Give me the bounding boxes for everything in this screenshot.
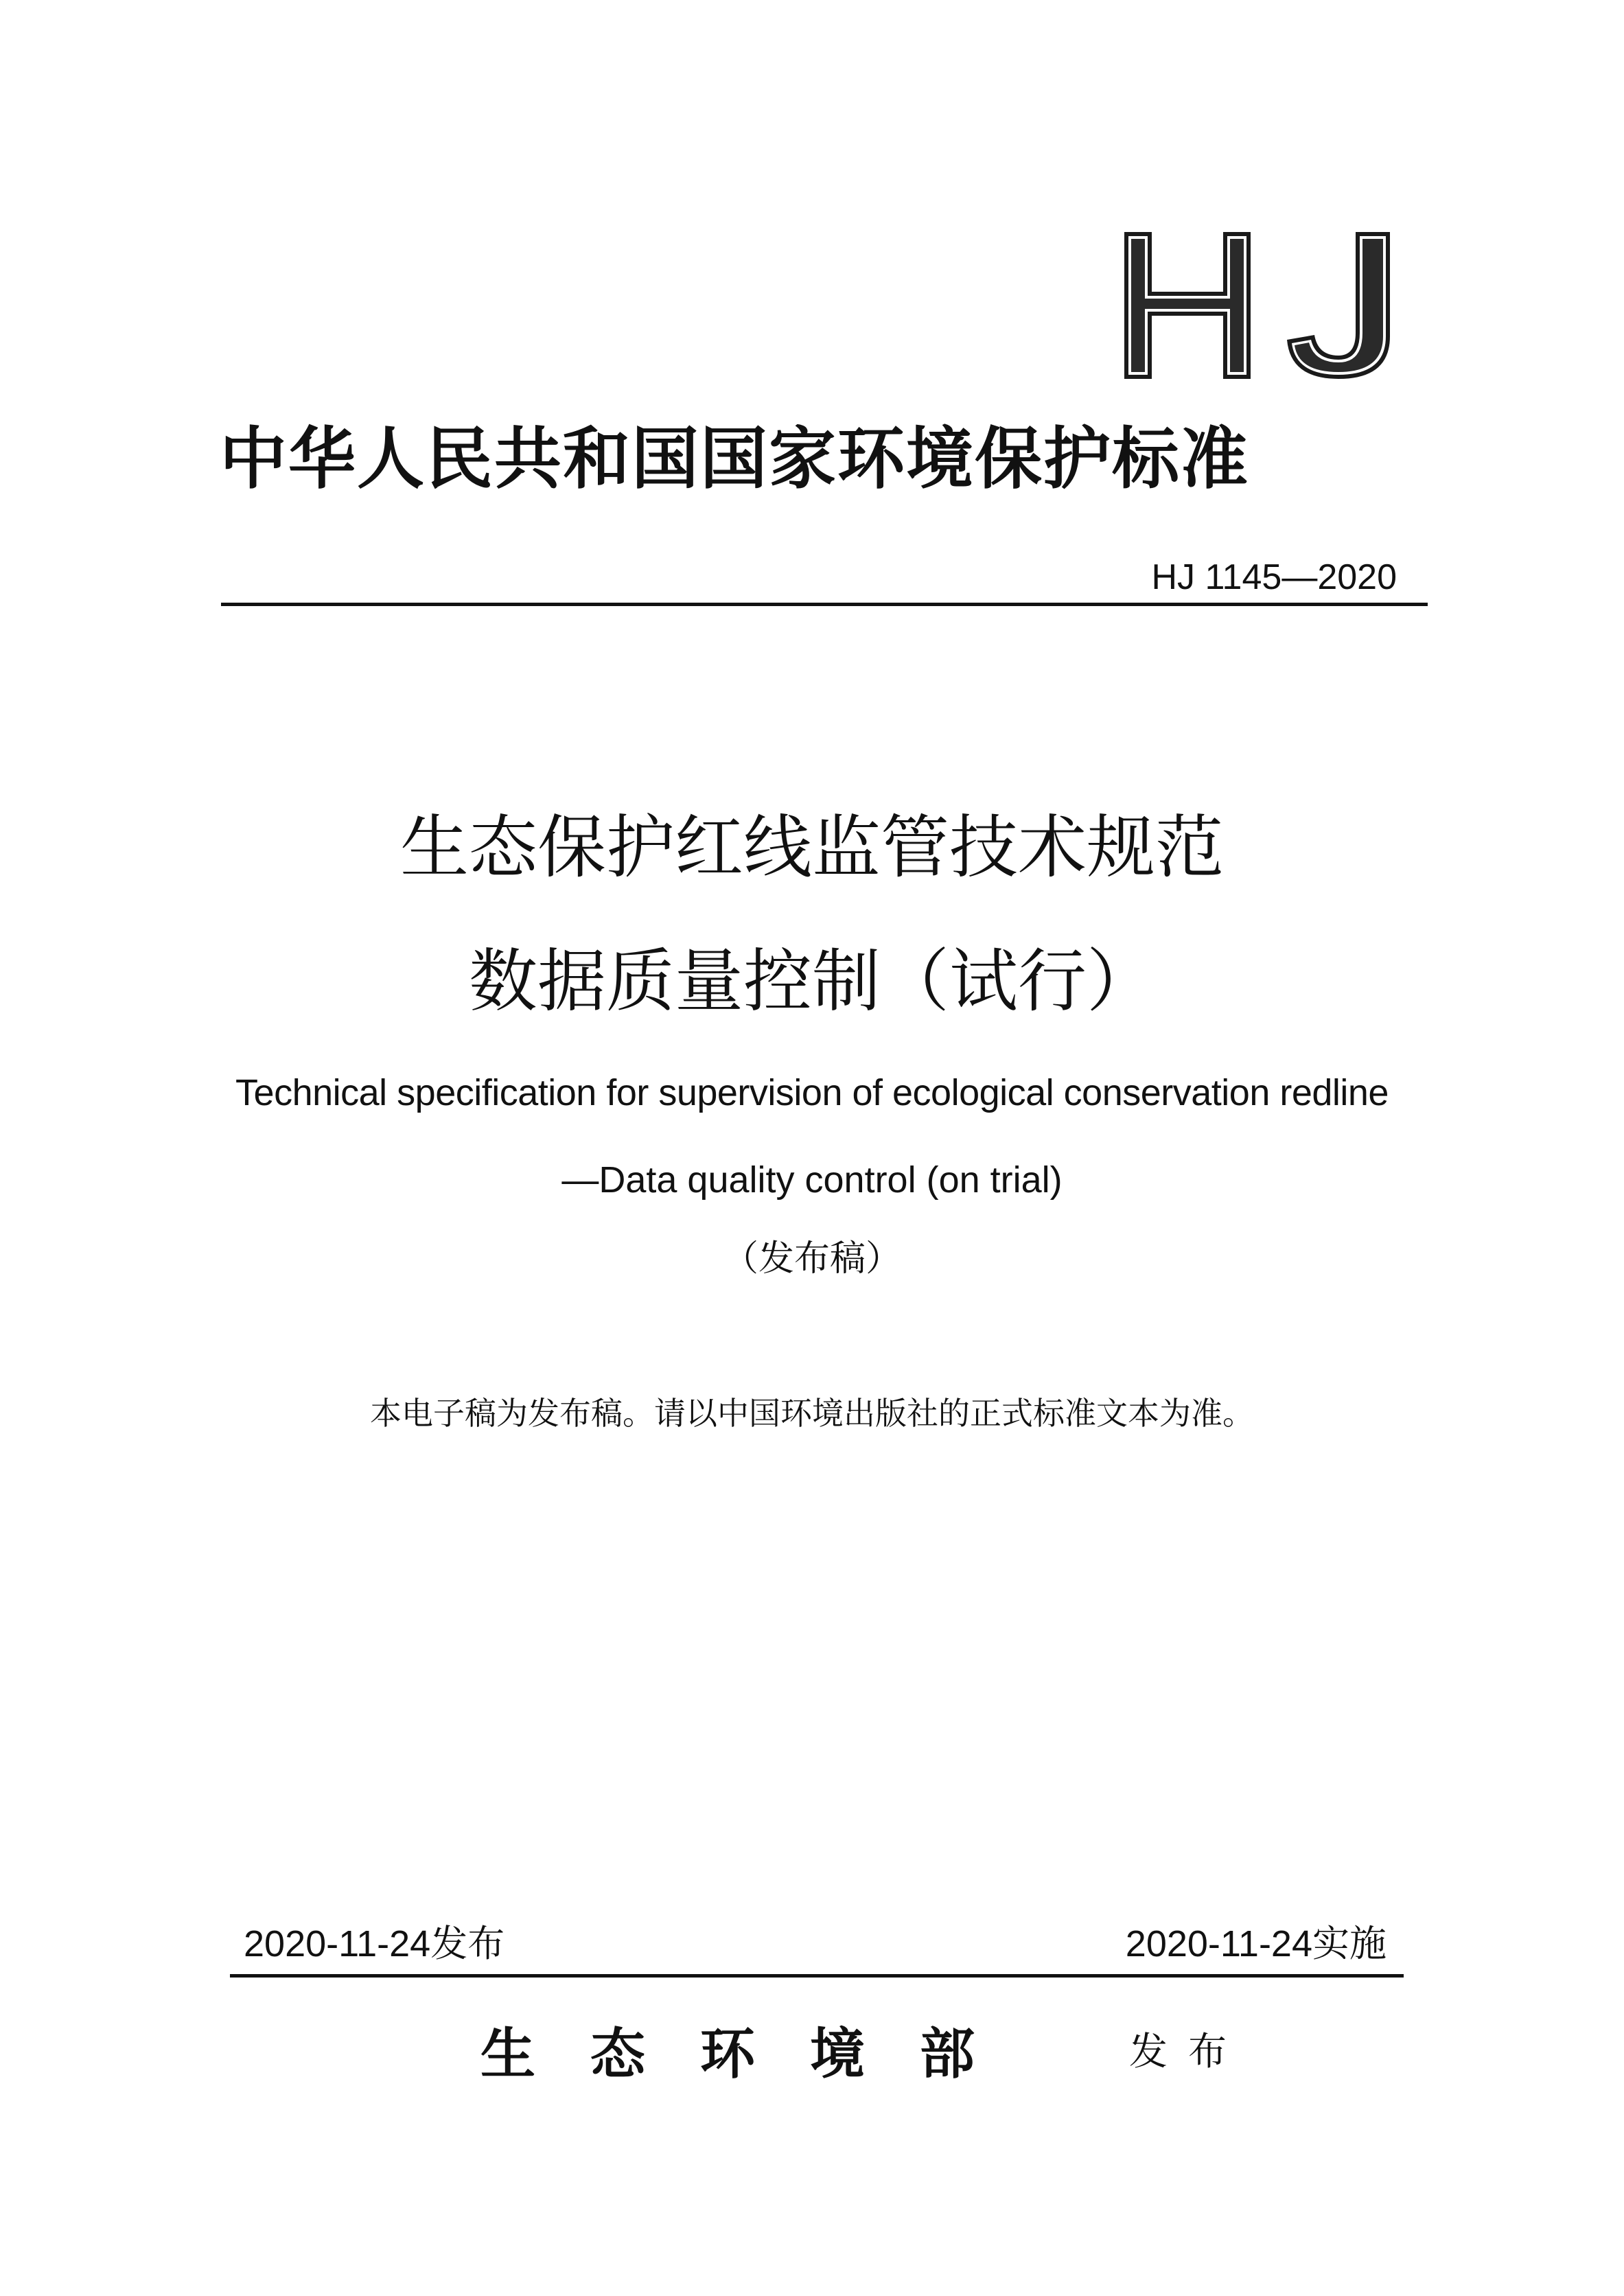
standard-number: HJ 1145—2020 — [1151, 557, 1397, 597]
draft-label: （发布稿） — [722, 1238, 901, 1279]
document-title-line1: 生态保护红线监管技术规范 — [400, 807, 1224, 888]
logo-letter-j — [1287, 232, 1390, 379]
issue-date: 2020-11-24发布 — [244, 1923, 505, 1964]
electronic-copy-notice: 本电子稿为发布稿。请以中国环境出版社的正式标准文本为准。 — [370, 1395, 1254, 1432]
implementation-date: 2020-11-24实施 — [1125, 1923, 1387, 1964]
document-title-line2: 数据质量控制（试行） — [469, 941, 1155, 1021]
org-title: 中华人民共和国国家环境保护标准 — [220, 419, 1250, 498]
hj-logo-icon — [1119, 227, 1400, 384]
issuing-authority: 生态环境部 — [480, 2021, 1030, 2086]
english-title-line2: —Data quality control (on trial) — [561, 1159, 1063, 1201]
header-divider — [221, 603, 1428, 606]
issue-verb: 发布 — [1129, 2030, 1247, 2074]
footer-divider — [230, 1974, 1404, 1978]
logo-letter-h — [1124, 232, 1251, 379]
english-title-line1: Technical specification for supervision of ecological conservation redline — [235, 1072, 1389, 1113]
